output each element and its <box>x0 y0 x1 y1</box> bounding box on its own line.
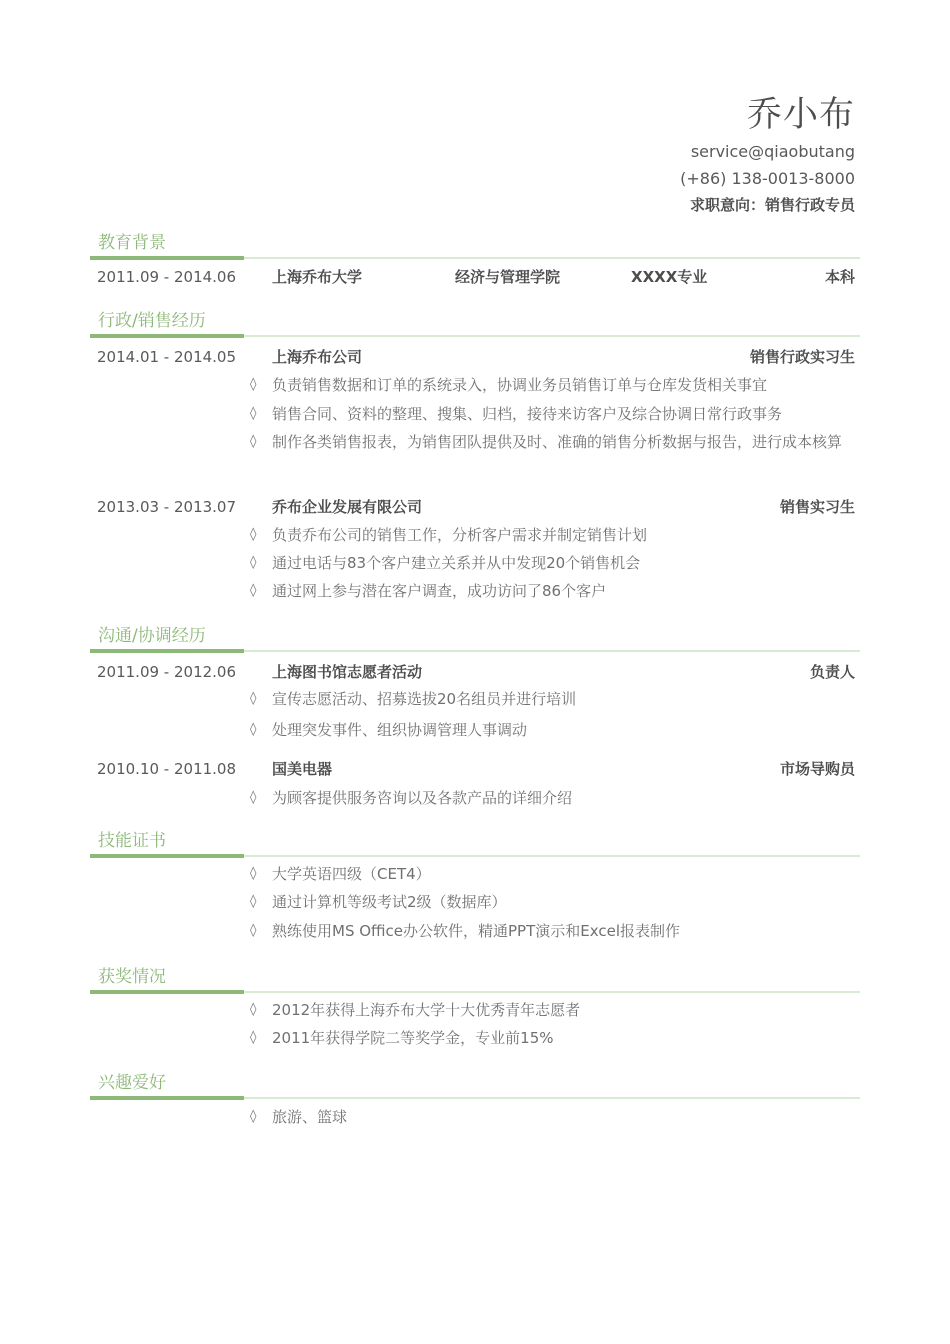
entry-date: 2010.10 - 2011.08 <box>97 760 237 778</box>
skills-section <box>90 828 860 940</box>
experience-entry <box>90 346 860 368</box>
list-item-text: 通过计算机等级考试2级（数据库） <box>272 893 507 911</box>
list-item-text: 大学英语四级（CET4） <box>272 865 431 883</box>
entry-organization: 上海图书馆志愿者活动 <box>272 663 423 681</box>
diamond-bullet-icon: ◊ <box>250 1030 257 1045</box>
awards-section <box>90 964 860 1047</box>
list-item-text: 为顾客提供服务咨询以及各款产品的详细介绍 <box>272 789 573 807</box>
diamond-bullet-icon: ◊ <box>250 583 257 598</box>
section-title-skills: 技能证书 <box>98 831 166 851</box>
section-divider <box>90 256 860 260</box>
email-text: service@qiaobutang <box>690 142 855 161</box>
diamond-bullet-icon: ◊ <box>250 527 257 542</box>
diamond-bullet-icon: ◊ <box>250 1109 257 1124</box>
diamond-bullet-icon: ◊ <box>250 555 257 570</box>
list-item-text: 处理突发事件、组织协调管理人事调动 <box>272 721 528 739</box>
entry-date: 2013.03 - 2013.07 <box>97 498 237 516</box>
list-item-text: 通过电话与83个客户建立关系并从中发现20个销售机会 <box>272 554 641 572</box>
list-item-text: 销售合同、资料的整理、搜集、归档，接待来访客户及综合协调日常行政事务 <box>272 405 783 423</box>
section-divider <box>90 334 860 338</box>
education-date: 2011.09 - 2014.06 <box>97 268 237 286</box>
section-title-awards: 获奖情况 <box>98 967 166 987</box>
entry-date: 2014.01 - 2014.05 <box>97 348 237 366</box>
resume-header <box>680 92 855 219</box>
section-divider <box>90 854 860 858</box>
diamond-bullet-icon: ◊ <box>250 894 257 909</box>
section-title-admin-sales: 行政/销售经历 <box>98 311 206 331</box>
phone-text: (+86) 138-0013-8000 <box>680 169 855 188</box>
list-item-text: 熟练使用MS Office办公软件，精通PPT演示和Excel报表制作 <box>272 922 681 940</box>
diamond-bullet-icon: ◊ <box>250 923 257 938</box>
diamond-bullet-icon: ◊ <box>250 377 257 392</box>
education-degree: 本科 <box>824 268 855 286</box>
entry-role: 销售行政实习生 <box>749 348 855 366</box>
entry-date: 2011.09 - 2012.06 <box>97 663 237 681</box>
list-item-text: 2012年获得上海乔布大学十大优秀青年志愿者 <box>272 1001 581 1019</box>
education-section <box>90 230 860 286</box>
experience-entry <box>90 496 860 518</box>
education-school: 上海乔布大学 <box>272 268 363 286</box>
list-item-text: 负责销售数据和订单的系统录入，协调业务员销售订单与仓库发货相关事宜 <box>272 376 768 394</box>
list-item-text: 宣传志愿活动、招募选拔20名组员并进行培训 <box>272 690 577 708</box>
list-item-text: 负责乔布公司的销售工作，分析客户需求并制定销售计划 <box>272 526 648 544</box>
education-major: XXXX专业 <box>631 268 708 286</box>
diamond-bullet-icon: ◊ <box>250 691 257 706</box>
section-divider <box>90 990 860 994</box>
list-item-text: 通过网上参与潜在客户调查，成功访问了86个客户 <box>272 582 607 600</box>
communication-section <box>90 623 860 807</box>
section-title-communication: 沟通/协调经历 <box>98 626 206 646</box>
list-item-text: 制作各类销售报表，为销售团队提供及时、准确的销售分析数据与报告，进行成本核算 <box>272 433 843 451</box>
entry-role: 市场导购员 <box>779 760 855 778</box>
section-divider <box>90 1096 860 1100</box>
entry-organization: 国美电器 <box>272 760 333 778</box>
diamond-bullet-icon: ◊ <box>250 406 257 421</box>
entry-organization: 上海乔布公司 <box>272 348 363 366</box>
education-college: 经济与管理学院 <box>455 268 561 286</box>
education-row <box>90 266 860 288</box>
admin-sales-section <box>90 308 860 600</box>
section-title-education: 教育背景 <box>98 233 166 253</box>
list-item-text: 2011年获得学院二等奖学金，专业前15% <box>272 1029 554 1047</box>
diamond-bullet-icon: ◊ <box>250 866 257 881</box>
experience-entry <box>90 661 860 683</box>
entry-role: 负责人 <box>809 663 855 681</box>
entry-organization: 乔布企业发展有限公司 <box>272 498 423 516</box>
list-item-text: 旅游、篮球 <box>272 1108 348 1126</box>
job-intent: 求职意向：销售行政专员 <box>689 196 855 214</box>
diamond-bullet-icon: ◊ <box>250 1002 257 1017</box>
hobbies-section <box>90 1070 860 1126</box>
entry-role: 销售实习生 <box>779 498 855 516</box>
section-divider <box>90 649 860 653</box>
diamond-bullet-icon: ◊ <box>250 434 257 449</box>
experience-entry <box>90 758 860 780</box>
diamond-bullet-icon: ◊ <box>250 790 257 805</box>
candidate-name: 乔小布 <box>746 95 855 135</box>
diamond-bullet-icon: ◊ <box>250 722 257 737</box>
section-title-hobbies: 兴趣爱好 <box>98 1073 166 1093</box>
